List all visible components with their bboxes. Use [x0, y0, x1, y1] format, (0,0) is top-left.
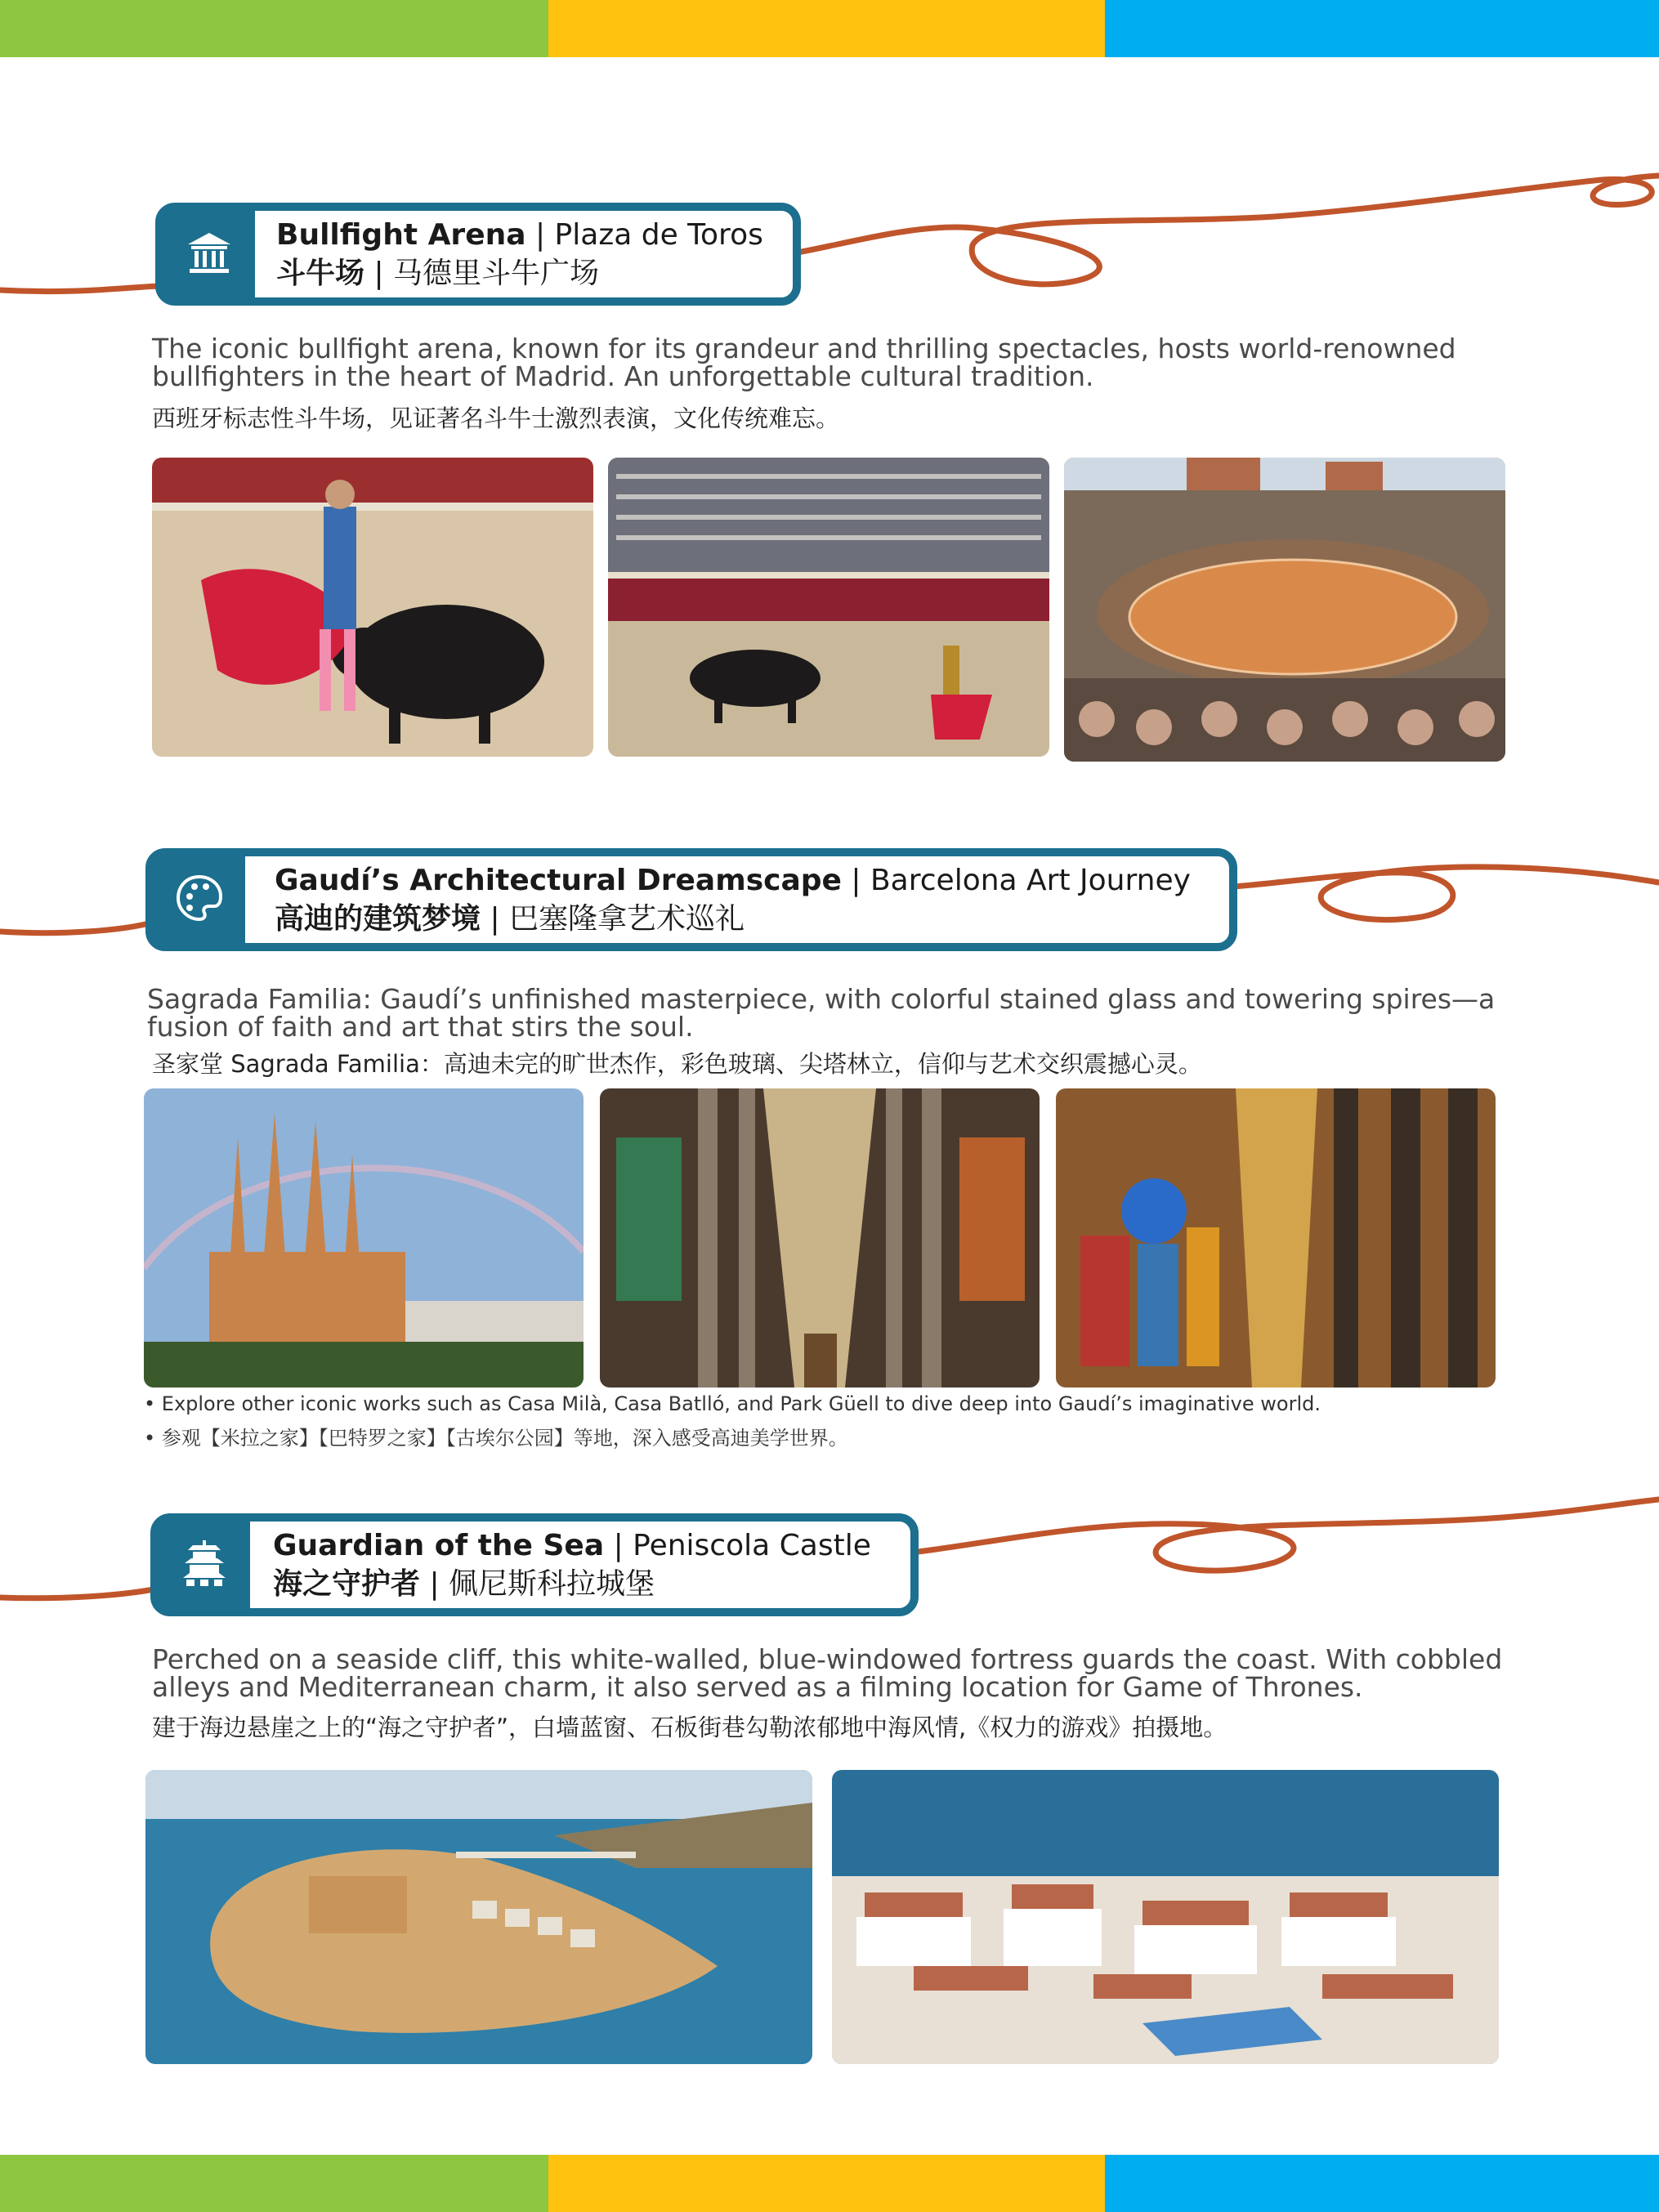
title-en-bold: Gaudí’s Architectural Dreamscape	[275, 864, 842, 897]
photo-matador-cape	[152, 458, 593, 757]
stripe-yellow	[548, 0, 1105, 57]
stripe-blue	[1105, 0, 1659, 57]
header-icon-panel	[154, 856, 245, 943]
bottom-color-stripe	[0, 2155, 1659, 2212]
section-desc-cn: 西班牙标志性斗牛场，见证著名斗牛士激烈表演，文化传统难忘。	[152, 404, 840, 432]
header-title	[273, 1526, 871, 1603]
top-color-stripe	[0, 0, 1659, 57]
photo-sagrada-familia-stained-glass	[1056, 1088, 1496, 1388]
section-header-peniscola	[150, 1513, 919, 1616]
title-en-bold: Guardian of the Sea	[273, 1529, 605, 1562]
title-cn-bold: 海之守护者	[273, 1567, 421, 1601]
section-desc-en-line2: bullfighters in the heart of Madrid. An unforgettable cultural tradition.	[152, 360, 1094, 392]
title-cn-rest: | 马德里斗牛广场	[364, 257, 600, 290]
photo-sagrada-familia-exterior	[144, 1088, 584, 1388]
photo-peniscola-aerial	[145, 1770, 812, 2064]
photo-bull-ring-crowd	[608, 458, 1049, 757]
photo-peniscola-rooftops	[832, 1770, 1499, 2064]
title-en-rest: | Peniscola Castle	[604, 1529, 871, 1562]
title-cn-rest: | 佩尼斯科拉城堡	[420, 1567, 655, 1601]
header-icon-panel	[159, 1522, 250, 1608]
header-title	[276, 216, 763, 293]
title-cn	[276, 254, 763, 293]
section-desc-cn: 圣家堂 Sagrada Familia：高迪未完的旷世杰作，彩色玻璃、尖塔林立，信仰与艺术交织震撼心灵。	[152, 1050, 1202, 1078]
header-title	[275, 861, 1191, 938]
stripe-green	[0, 2155, 548, 2212]
gaudi-more-works-en: • Explore other iconic works such as Casa Milà, Casa Batlló, and Park Güell to dive deep into Gaudí’s imaginative world.	[144, 1392, 1321, 1415]
section-desc-en-line1: The iconic bullfight arena, known for its grandeur and thrilling spectacles, hosts world-renowned	[152, 333, 1456, 364]
title-en	[275, 861, 1191, 900]
title-cn	[273, 1565, 871, 1603]
stripe-yellow	[548, 2155, 1105, 2212]
section-desc-en-line1: Sagrada Familia: Gaudí’s unfinished masterpiece, with colorful stained glass and towering spires—a	[147, 983, 1496, 1015]
title-en-rest: | Plaza de Toros	[525, 218, 763, 252]
palette-icon	[173, 872, 226, 927]
stripe-green	[0, 0, 548, 57]
museum-icon	[185, 228, 234, 280]
title-cn-bold: 斗牛场	[276, 257, 365, 290]
photo-sagrada-familia-nave	[600, 1088, 1040, 1388]
section-header-bullfight	[155, 203, 801, 306]
title-en-rest: | Barcelona Art Journey	[841, 864, 1191, 897]
title-cn-bold: 高迪的建筑梦境	[275, 902, 481, 936]
title-cn	[275, 900, 1191, 938]
stripe-blue	[1105, 2155, 1659, 2212]
section-desc-en-line2: fusion of faith and art that stirs the soul.	[147, 1011, 694, 1043]
title-cn-rest: | 巴塞隆拿艺术巡礼	[481, 902, 745, 936]
title-en-bold: Bullfight Arena	[276, 218, 526, 252]
title-en	[276, 216, 763, 254]
section-desc-en-line2: alleys and Mediterranean charm, it also served as a filming location for Game of Thrones.	[152, 1671, 1363, 1703]
header-icon-panel	[163, 211, 255, 297]
gaudi-more-works-cn: • 参观【米拉之家】【巴特罗之家】【古埃尔公园】等地，深入感受高迪美学世界。	[144, 1427, 848, 1450]
section-header-gaudi	[145, 848, 1237, 951]
section-desc-en-line1: Perched on a seaside cliff, this white-walled, blue-windowed fortress guards the coast. With cobbled	[152, 1643, 1503, 1675]
title-en	[273, 1526, 871, 1565]
section-desc-cn: 建于海边悬崖之上的“海之守护者”，白墙蓝窗、石板街巷勾勒浓郁地中海风情,《权力的游戏》拍摄地。	[152, 1714, 1227, 1741]
pagoda-icon	[180, 1539, 229, 1591]
photo-arena-overview	[1064, 458, 1505, 762]
